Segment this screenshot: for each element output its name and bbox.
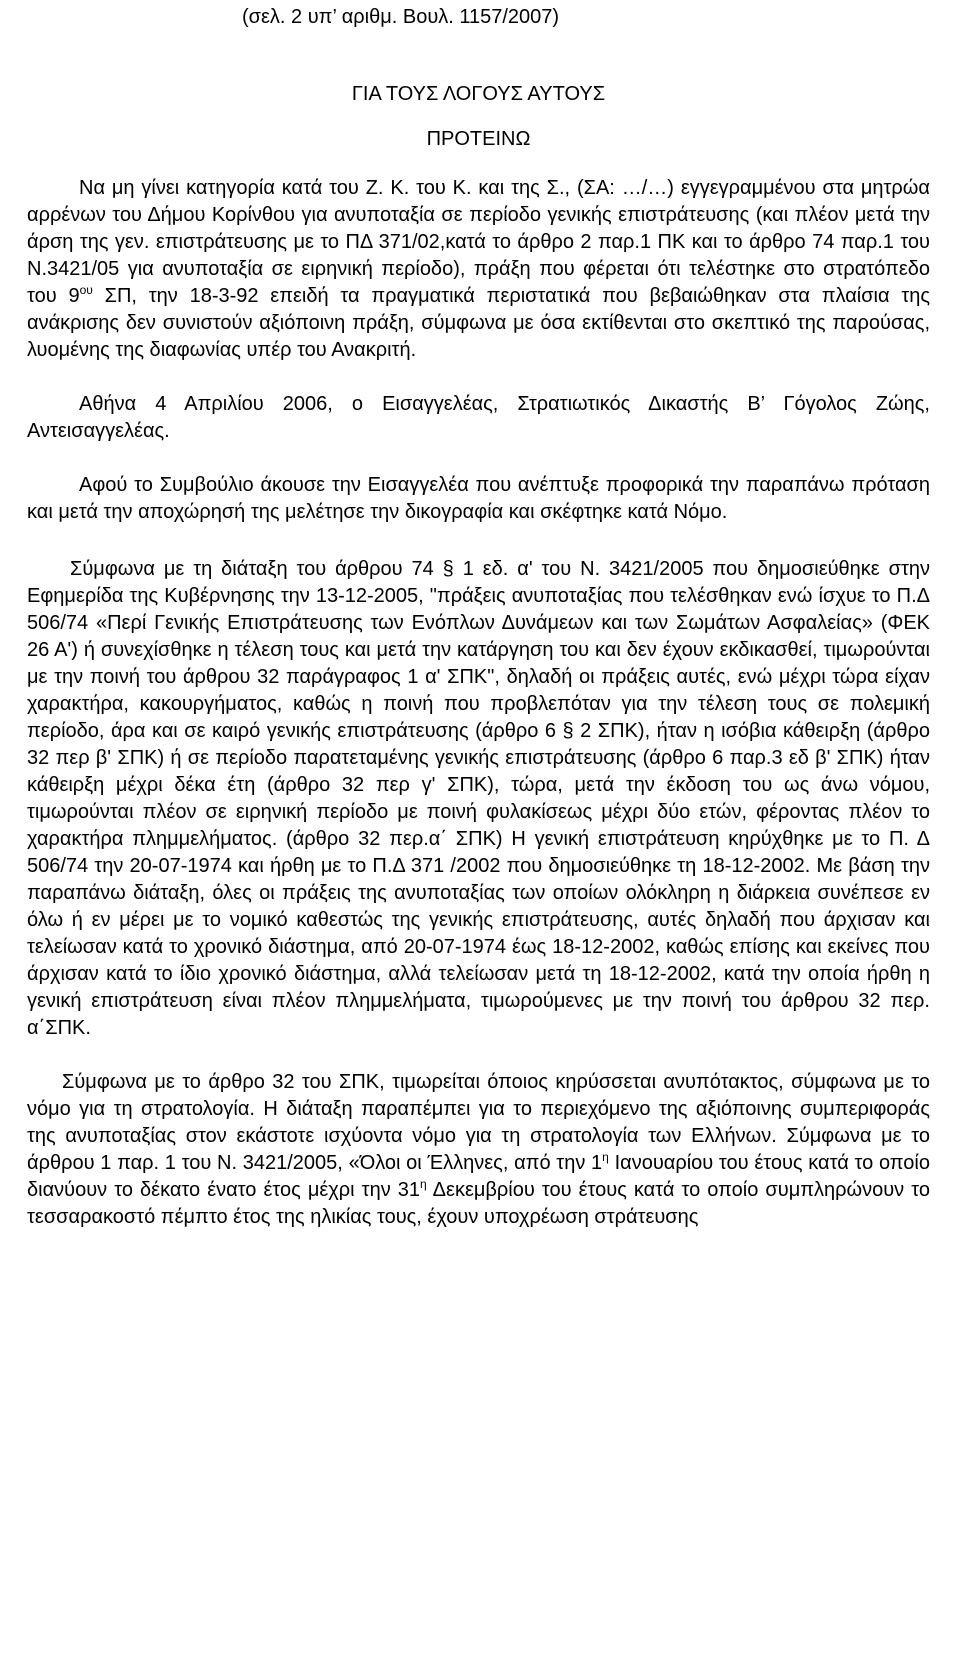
paragraph-law-text-b: 1 εδ. α' του Ν. 3421/2005 που δημοσιεύθηκε στην Εφημερίδα της Κυβέρνησης την 13-12-2005, "πράξεις ανυποταξίας που τελέσθηκαν ενώ ίσχυε το Π.Δ 506/74 «Περί Γενικής Επιστράτευσης των Ενόπλων Δυνάμεων και των Σωμάτων Ασφαλείας» (ΦΕΚ 26 Α') ή συνεχίσθηκε η τέλεση τους και μετά την κατάργηση του και δεν έχουν εκδικασθεί, τιμωρούνται με την ποινή του άρθρου 32 παράγραφος 1 α' ΣΠΚ", δηλαδή οι πράξεις αυτές, ενώ μέχρι τώρα είχαν χαρακτήρα, κακουργήματος, καθώς η ποινή που προβλεπόταν για την τέλεση τους σε πολεμική περίοδο, άρα και σε καιρό γενικής επιστράτευσης (άρθρο 6 xyxy=(27,558,930,742)
paragraph-law-text-c: 2 ΣΠΚ), ήταν η ισόβια κάθειρξη (άρθρο 32 περ β' ΣΠΚ) ή σε περίοδο παρατεταμένης γενικής επιστράτευσης (άρθρο 6 παρ.3 εδ β' ΣΠΚ) ήταν κάθειρξη μέχρι δέκα έτη (άρθρο 32 περ γ' ΣΠΚ), τώρα, μετά την έκδοση του ως άνω νόμου, τιμωρούνται πλέον σε ειρηνική περίοδο με ποινή φυλακίσεως μέχρι δύο ετών, φέροντας πλέον το χαρακτήρα πλημμελήματος. (άρθρο 32 περ.α΄ ΣΠΚ) Η γενική επιστράτευση κηρύχθηκε με το Π. Δ 506/74 την 20-07-1974 και ήρθη με το Π.Δ 371 /2002 που δημοσιεύθηκε τη 18-12-2002. Με βάση την παραπάνω διάταξη, όλες οι πράξεις της ανυποταξίας των οποίων ολόκληρη η διάρκεια συνέπεσε εν όλω ή εν μέρει με το νομικό καθεστώς της γενικής επιστράτευσης, αυτές δηλαδή που άρχισαν και τελείωσαν κατά το χρονικό διάστημα, από 20-07-1974 έως 18-12-2002, καθώς επίσης και εκείνες που άρχισαν κατά το ίδιο χρονικό διάστημα, αλλά τελείωσαν μετά τη 18-12-2002, κατά την οποία ήρθη η γενική επιστράτευση είναι πλέον πλημμελήματα, τιμωρούμενες με την ποινή του άρθρου 32 περ. α΄ΣΠΚ. xyxy=(27,720,930,1039)
paragraph-signature: Αθήνα 4 Απριλίου 2006, ο Εισαγγελέας, Στρατιωτικός Δικαστής Β’ Γόγολος Ζώης, Αντεισαγγελέας. xyxy=(27,393,930,442)
section-symbol-icon: § xyxy=(442,558,454,580)
paragraph-article-text-a: Σύμφωνα με το άρθρο 32 του ΣΠΚ, τιμωρείται όποιος κηρύσσεται ανυπότακτος, σύμφωνα με το νόμο για τη στρατολογία. Η διάταξη παραπέμπει για το περιεχόμενο της αξιόποινης συμπεριφοράς της ανυποταξίας στον εκάστοτε ισχύοντα νόμο για τη στρατολογία των Ελλήνων. Σύμφωνα με το άρθρου 1 παρ. 1 του Ν. 3421/2005, «Όλοι οι Έλληνες, από την 1 xyxy=(27,1071,930,1174)
section-title: ΓΙΑ ΤΟΥΣ ΛΟΓΟΥΣ ΑΥΤΟΥΣ xyxy=(351,83,606,105)
paragraph-proposal xyxy=(27,175,930,364)
paragraph-law-text-a: Σύμφωνα με τη διάταξη του άρθρου 74 xyxy=(70,558,443,580)
ordinal-superscript: η xyxy=(420,1177,427,1191)
paragraph-article-text-c: Δεκεμβρίου του έτους κατά το οποίο συμπληρώνουν το τεσσαρακοστό πέμπτο έτος της ηλικίας τους, έχουν υποχρέωση στράτευσης xyxy=(27,1179,930,1228)
ordinal-superscript: η xyxy=(602,1150,609,1164)
section-subtitle: ΠΡΟΤΕΙΝΩ xyxy=(426,128,531,150)
page-header: (σελ. 2 υπ’ αριθμ. Βουλ. 1157/2007) xyxy=(242,6,560,28)
paragraph-proposal-text-a: Να μη γίνει κατηγορία κατά του Ζ. Κ. του Κ. και της Σ., (ΣΑ: …/…) εγγεγραμμένου στα μητρώα αρρένων του Δήμου Κορίνθου για ανυποταξία σε περίοδο γενικής επιστράτευσης (και πλέον μετά την άρση της γεν. επιστράτευσης με το ΠΔ 371/02,κατά το άρθρο 2 παρ.1 ΠΚ και το άρθρο 74 παρ.1 του Ν.3421/05 για ανυποταξία σε ειρηνική περίοδο), πράξη που φέρεται ότι τελέστηκε στο στρατόπεδο του 9 xyxy=(27,177,930,307)
paragraph-council: Αφού το Συμβούλιο άκουσε την Εισαγγελέα που ανέπτυξε προφορικά την παραπάνω πρόταση και μετά την αποχώρησή της μελέτησε την δικογραφία και σκέφτηκε κατά Νόμο. xyxy=(27,474,930,523)
paragraph-article-text-b: Ιανουαρίου του έτους κατά το οποίο διανύουν το δέκατο ένατο έτος μέχρι την 31 xyxy=(27,1152,930,1201)
section-symbol-icon: § xyxy=(562,720,574,742)
paragraph-article-32 xyxy=(27,1069,930,1231)
paragraph-law-3421 xyxy=(27,556,930,1042)
paragraph-proposal-text-b: ΣΠ, την 18-3-92 επειδή τα πραγματικά περιστατικά που βεβαιώθηκαν στα πλαίσια της ανάκρισης δεν συνιστούν αξιόποινη πράξη, σύμφωνα με όσα εκτίθενται στο σκεπτικό της παρούσας, λυομένης της διαφωνίας υπέρ του Ανακριτή. xyxy=(27,285,930,361)
ordinal-superscript: ου xyxy=(79,283,93,297)
